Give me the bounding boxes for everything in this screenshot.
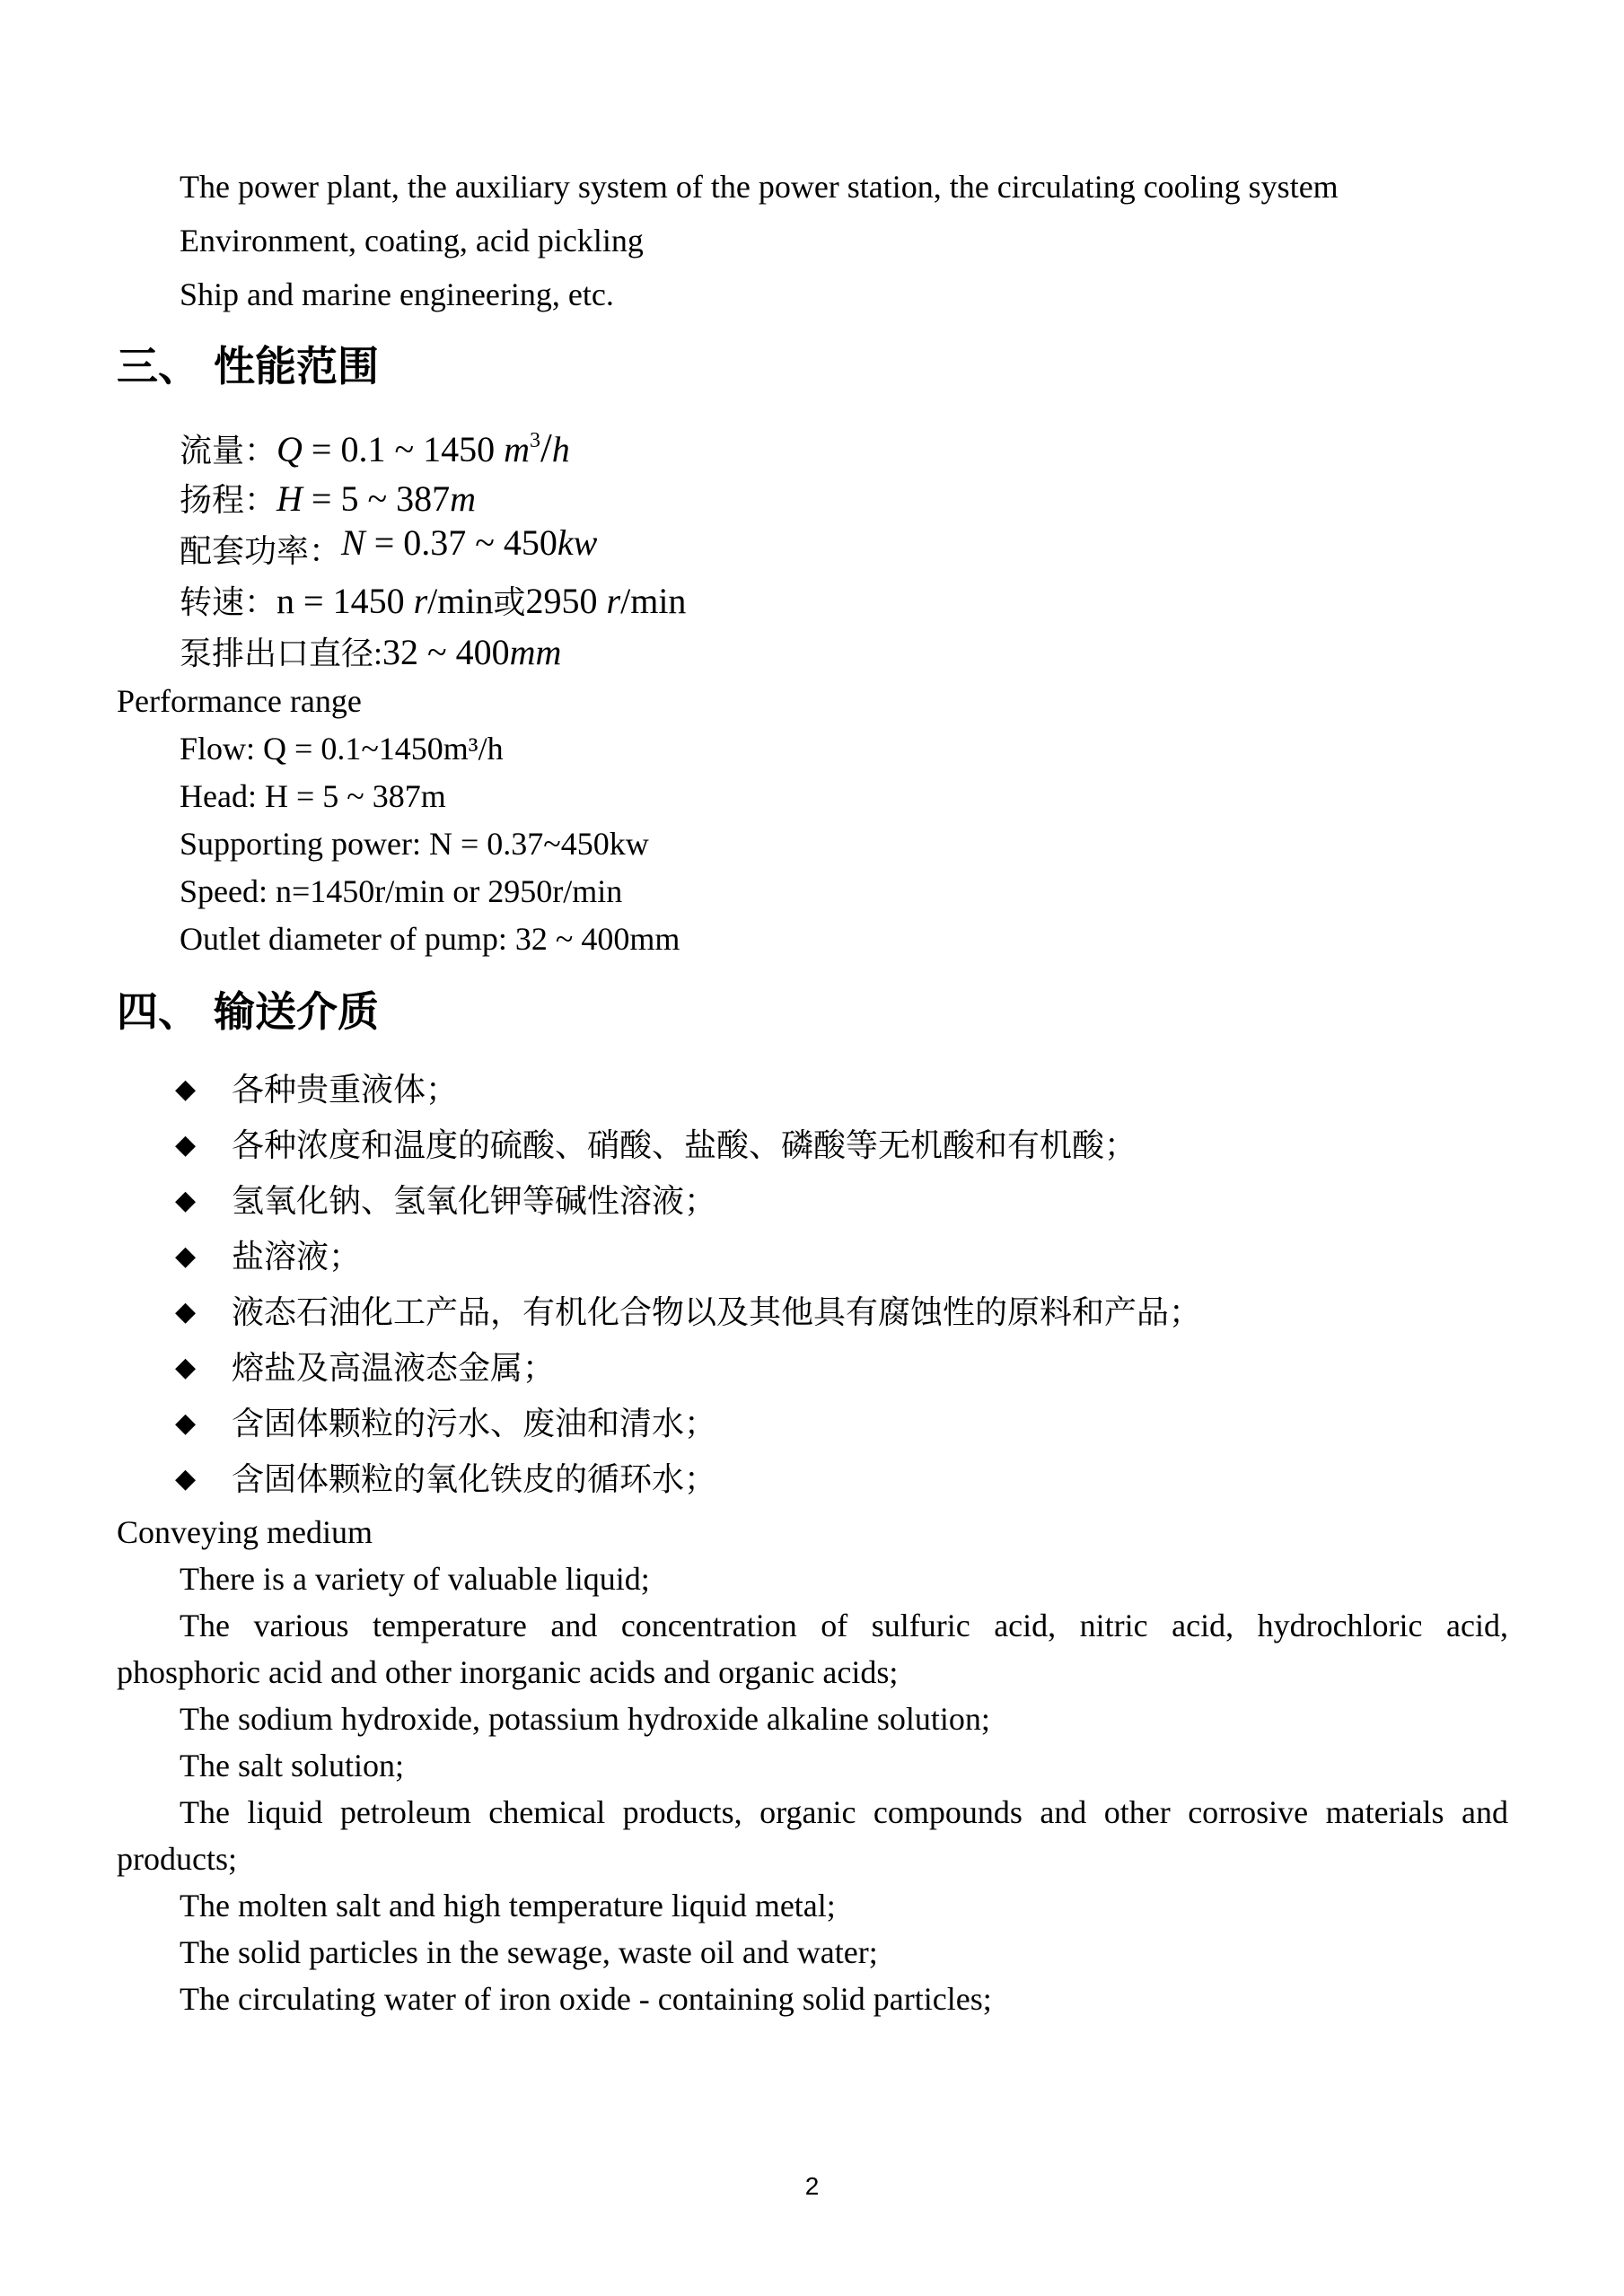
spec-outlet-cn	[180, 627, 1508, 678]
diamond-bullet-icon: ◆	[175, 1296, 197, 1328]
formula-value: 2950	[525, 581, 607, 621]
medium-en-line: The sodium hydroxide, potassium hydroxide alkaline solution;	[180, 1701, 990, 1737]
page-number: 2	[804, 2172, 820, 2200]
conveying-medium-english	[117, 1509, 1508, 2022]
medium-en-line: There is a variety of valuable liquid;	[180, 1561, 650, 1597]
bullet-item	[117, 1340, 1508, 1396]
section-heading-performance-range	[117, 337, 1508, 395]
specs-chinese	[117, 422, 1508, 678]
bullet-text: 含固体颗粒的污水、废油和清水；	[232, 1406, 717, 1442]
spec-label: 配套功率：	[180, 533, 342, 569]
formula-or: 或	[493, 584, 526, 620]
bullet-item	[117, 1451, 1508, 1507]
diamond-bullet-icon: ◆	[175, 1463, 197, 1494]
bullet-text: 液态石油化工产品，有机化合物以及其他具有腐蚀性的原料和产品；	[232, 1294, 1202, 1330]
spec-flow-cn	[180, 422, 1508, 473]
medium-en-line: The molten salt and high temperature liquid metal;	[180, 1888, 836, 1924]
formula-unit: m	[504, 429, 530, 469]
spec-label: 扬程：	[180, 482, 277, 518]
spec-power-en: Supporting power: N = 0.37~450kw	[180, 826, 649, 862]
spec-flow-en: Flow: Q = 0.1~1450m³/h	[180, 731, 504, 767]
diamond-bullet-icon: ◆	[175, 1074, 197, 1105]
formula-unit: r	[606, 581, 621, 621]
diamond-bullet-icon: ◆	[175, 1407, 197, 1439]
diamond-bullet-icon: ◆	[175, 1240, 197, 1272]
diamond-bullet-icon: ◆	[175, 1352, 197, 1383]
conveying-medium-title: Conveying medium	[117, 1514, 373, 1550]
bullet-text: 熔盐及高温液态金属；	[232, 1350, 556, 1386]
spec-label: 流量：	[180, 433, 277, 469]
medium-en-line: The liquid petroleum chemical products, organic compounds and other corrosive materials and	[180, 1794, 1508, 1830]
bullet-item	[117, 1229, 1508, 1284]
formula-unit: r	[413, 581, 428, 621]
bullet-text: 盐溶液；	[232, 1239, 362, 1275]
spec-label: 转速：	[180, 584, 277, 620]
formula-unit: kw	[557, 522, 598, 563]
section-title: 性能范围	[214, 343, 379, 390]
formula-unit: h	[551, 429, 570, 469]
medium-bullet-list	[117, 1062, 1508, 1507]
formula-variable: H	[277, 478, 303, 519]
spec-speed-en: Speed: n=1450r/min or 2950r/min	[180, 873, 623, 909]
intro-paragraphs	[117, 160, 1508, 321]
intro-line-1: The power plant, the auxiliary system of the power station, the circulating cooling system	[180, 169, 1339, 205]
bullet-item	[117, 1396, 1508, 1451]
performance-range-title: Performance range	[117, 683, 362, 719]
formula-value: = 0.37 ~ 450	[364, 522, 557, 563]
medium-en-line: phosphoric acid and other inorganic acids and organic acids;	[117, 1654, 899, 1690]
formula-unit: m	[450, 478, 476, 519]
formula-variable: N	[341, 522, 365, 563]
intro-line-2: Environment, coating, acid pickling	[180, 223, 644, 259]
formula-value: n = 1450	[277, 581, 414, 621]
formula-value: /min	[620, 581, 687, 621]
diamond-bullet-icon: ◆	[175, 1185, 197, 1216]
section-number: 三、	[117, 343, 199, 390]
formula-value: = 0.1 ~ 1450	[302, 429, 505, 469]
section-heading-conveying-medium	[117, 983, 1508, 1040]
section-number: 四、	[117, 988, 199, 1035]
medium-en-line: The solid particles in the sewage, waste oil and water;	[180, 1934, 878, 1970]
formula-superscript: 3	[530, 429, 540, 452]
bullet-text: 各种浓度和温度的硫酸、硝酸、盐酸、磷酸等无机酸和有机酸；	[232, 1127, 1137, 1163]
medium-en-line: The various temperature and concentration of sulfuric acid, nitric acid, hydrochloric acid,	[180, 1608, 1508, 1643]
formula-value: = 5 ~ 387	[302, 478, 451, 519]
medium-en-line: The salt solution;	[180, 1748, 404, 1783]
bullet-item	[117, 1173, 1508, 1229]
section-title: 输送介质	[214, 988, 379, 1035]
formula-variable: Q	[277, 429, 303, 469]
medium-en-line: The circulating water of iron oxide - containing solid particles;	[180, 1981, 992, 2017]
bullet-text: 氢氧化钠、氢氧化钾等碱性溶液；	[232, 1183, 717, 1219]
bullet-text: 含固体颗粒的氧化铁皮的循环水；	[232, 1461, 717, 1497]
spec-speed-cn	[180, 575, 1508, 627]
spec-power-cn	[180, 524, 1508, 575]
formula-value: /min	[427, 581, 494, 621]
fraction-slash: /	[540, 425, 552, 470]
spec-outlet-en: Outlet diameter of pump: 32 ~ 400mm	[180, 921, 680, 957]
spec-label: 泵排出口直径:	[180, 635, 383, 671]
bullet-item	[117, 1117, 1508, 1173]
spec-head-en: Head: H = 5 ~ 387m	[180, 778, 446, 814]
formula-value: 32 ~ 400	[382, 632, 510, 672]
bullet-text: 各种贵重液体；	[232, 1072, 459, 1108]
medium-en-line: products;	[117, 1841, 237, 1877]
intro-line-3: Ship and marine engineering, etc.	[180, 276, 614, 312]
bullet-item	[117, 1284, 1508, 1340]
performance-range-english	[117, 678, 1508, 963]
bullet-item	[117, 1062, 1508, 1117]
diamond-bullet-icon: ◆	[175, 1129, 197, 1161]
formula-unit: mm	[509, 632, 562, 672]
